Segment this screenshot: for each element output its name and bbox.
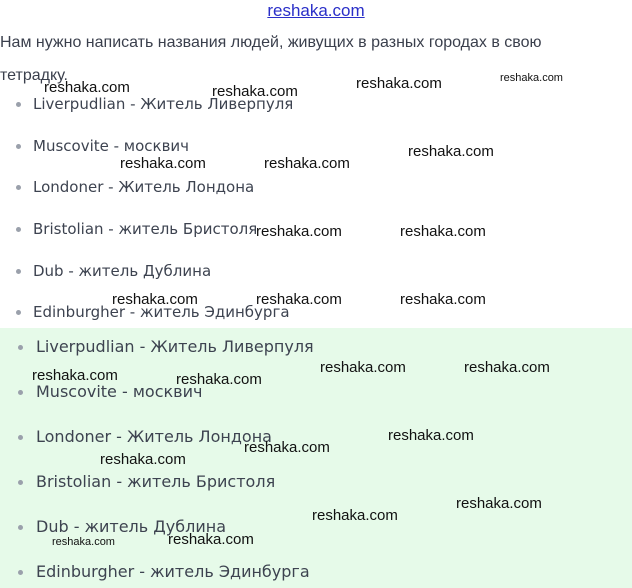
list-item-text: Bristolian - житель Бристоля xyxy=(36,472,276,491)
bullet-icon xyxy=(16,227,21,232)
bullet-icon xyxy=(16,269,21,274)
bullet-icon xyxy=(16,102,21,107)
watermark: reshaka.com xyxy=(356,75,442,92)
watermark: reshaka.com xyxy=(100,451,186,468)
watermark: reshaka.com xyxy=(500,72,563,84)
watermark: reshaka.com xyxy=(400,291,486,308)
list-item-text: Edinburgher - житель Эдинбурга xyxy=(36,562,310,581)
bullet-icon xyxy=(16,185,21,190)
watermark: reshaka.com xyxy=(264,155,350,172)
list-item xyxy=(0,559,632,583)
watermark: reshaka.com xyxy=(408,143,494,160)
intro-text: Нам нужно написать названия людей, живущих в разных городах в свою тетрадку. xyxy=(0,34,542,84)
list-item-text: Dub - житель Дублина xyxy=(36,517,227,536)
watermark: reshaka.com xyxy=(312,507,398,524)
watermark: reshaka.com xyxy=(32,367,118,384)
bullet-icon xyxy=(18,525,23,530)
watermark: reshaka.com xyxy=(388,427,474,444)
bullet-icon xyxy=(18,345,23,350)
list-item xyxy=(0,175,632,199)
watermark: reshaka.com xyxy=(456,495,542,512)
list-item-text: Edinburgher - житель Эдинбурга xyxy=(33,303,290,321)
bullet-icon xyxy=(18,435,23,440)
list-item-text: Liverpudlian - Житель Ливерпуля xyxy=(33,95,294,113)
watermark: reshaka.com xyxy=(52,536,115,548)
watermark: reshaka.com xyxy=(176,371,262,388)
watermark: reshaka.com xyxy=(464,359,550,376)
bullet-icon xyxy=(16,144,21,149)
list-item-text: Muscovite - москвич xyxy=(36,382,203,401)
bullet-icon xyxy=(18,480,23,485)
watermark: reshaka.com xyxy=(168,531,254,548)
watermark: reshaka.com xyxy=(112,291,198,308)
watermark: reshaka.com xyxy=(212,83,298,100)
watermark: reshaka.com xyxy=(120,155,206,172)
watermark: reshaka.com xyxy=(256,223,342,240)
list-item-text: Muscovite - москвич xyxy=(33,137,190,155)
bullet-icon xyxy=(18,570,23,575)
watermark: reshaka.com xyxy=(244,439,330,456)
list-item xyxy=(0,469,632,493)
site-header-link[interactable]: reshaka.com xyxy=(267,1,365,20)
bullet-icon xyxy=(18,390,23,395)
watermark: reshaka.com xyxy=(320,359,406,376)
list-item-text: Londoner - Житель Лондона xyxy=(36,427,272,446)
list-item-text: Liverpudlian - Житель Ливерпуля xyxy=(36,337,314,356)
watermark: reshaka.com xyxy=(256,291,342,308)
list-item-text: Londoner - Житель Лондона xyxy=(33,178,255,196)
list-item-text: Dub - житель Дублина xyxy=(33,262,212,280)
list-item xyxy=(0,334,632,358)
list-item xyxy=(0,259,632,283)
list-item-text: Bristolian - житель Бристоля xyxy=(33,220,258,238)
watermark: reshaka.com xyxy=(44,79,130,96)
watermark: reshaka.com xyxy=(400,223,486,240)
bullet-icon xyxy=(16,310,21,315)
